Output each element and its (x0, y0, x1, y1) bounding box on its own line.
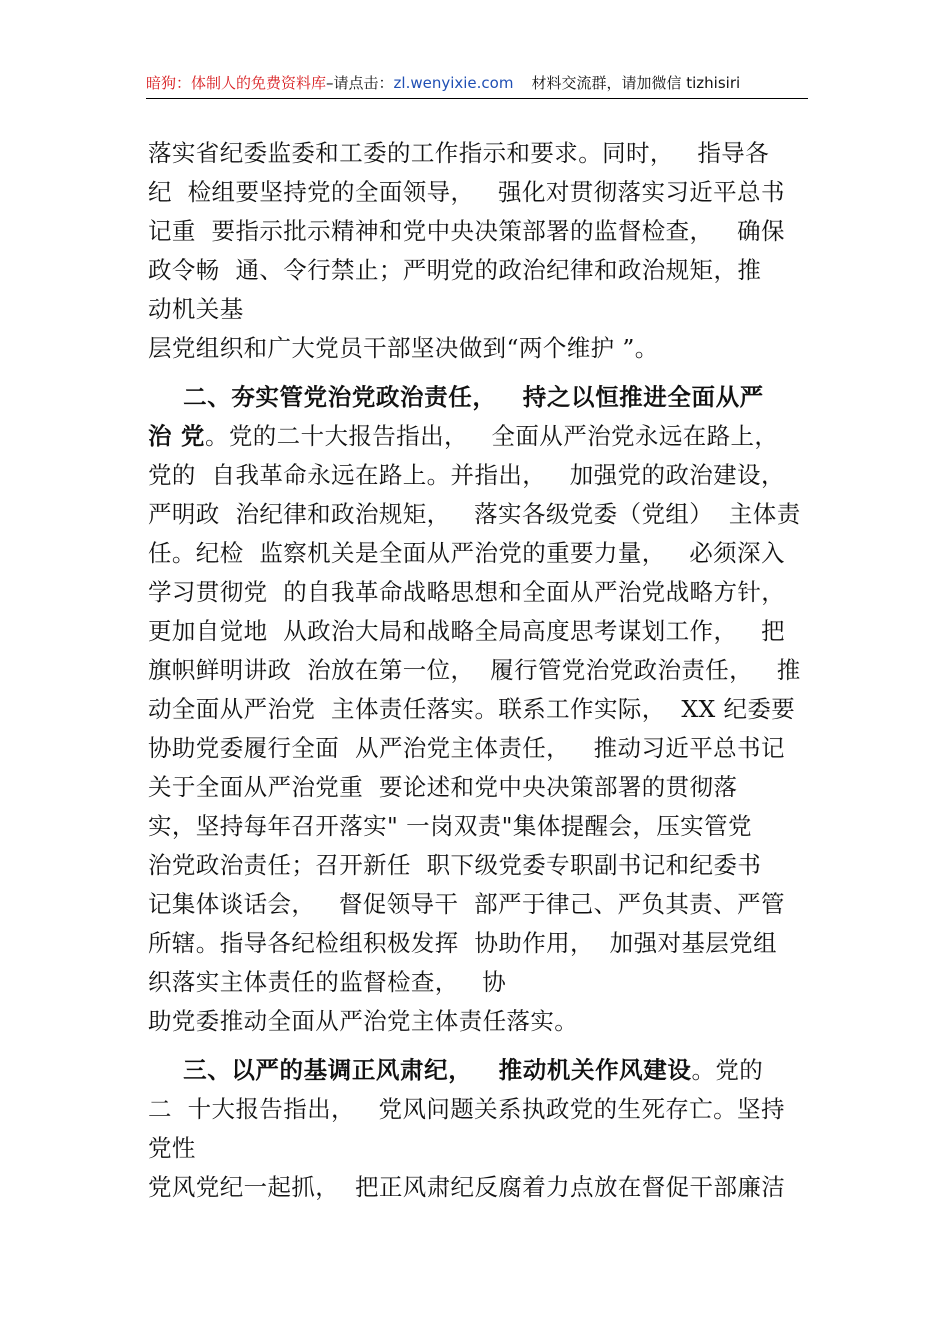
header-brand: 暗狗：体制人的免费资料库 (146, 74, 327, 92)
text-line: 记集体谈话会， 督促领导干 部严于律己、严负其责、严管 (148, 890, 785, 918)
paragraph-3 (148, 1051, 808, 1207)
text-line: 纪 检组要坚持党的全面领导， 强化对贯彻落实习近平总书 (148, 178, 785, 206)
text-line: 动机关基 (148, 295, 244, 323)
section-heading-2: 二、夯实管党治党政治责任， 持之以恒推进全面从严 (148, 383, 764, 411)
paragraph-1 (148, 134, 808, 368)
section-heading-3: 三、以严的基调正风肃纪， 推动机关作风建设 (148, 1056, 692, 1084)
text-line: 学习贯彻党 的自我革命战略思想和全面从严治党战略方针， (148, 578, 786, 606)
text-line: 党的 自我革命永远在路上。并指出， 加强党的政治建设， (148, 461, 785, 489)
text-line: 党风党纪一起抓， 把正风肃纪反腐着力点放在督促干部廉洁 (148, 1173, 786, 1201)
header-url-link[interactable]: zl.wenyixie.com (393, 74, 514, 92)
text-line: 旗帜鲜明讲政 治放在第一位， 履行管党治党政治责任， 推 (148, 656, 801, 684)
text-line: 落实省纪委监委和工委的工作指示和要求。同时， 指导各 (148, 139, 770, 167)
text-line: 协助党委履行全面 从严治党主体责任， 推动习近平总书记 (148, 734, 785, 762)
text-line: 更加自觉地 从政治大局和战略全局高度思考谋划工作， 把 (148, 617, 785, 645)
document-body (148, 134, 808, 1207)
text-line: 严明政 治纪律和政治规矩， 落实各级党委（党组） 主体责 (148, 500, 801, 528)
text-line: 关于全面从严治党重 要论述和党中央决策部署的贯彻落 (148, 773, 738, 801)
text-span: 。党的 (691, 1056, 764, 1084)
text-span: 。党的二十大报告指出， 全面从严治党永远在路上， (204, 422, 779, 450)
text-line: 层党组织和广大党员干部坚决做到“两个维护 ”。 (148, 334, 659, 362)
text-line: 织落实主体责任的监督检查， 协 (148, 968, 507, 996)
paragraph-2 (148, 378, 808, 1041)
text-line: 二 十大报告指出， 党风问题关系执政党的生死存亡。坚持 (148, 1095, 785, 1123)
text-line: 治党政治责任；召开新任 职下级党委专职副书记和纪委书 (148, 851, 762, 879)
page-header (146, 70, 808, 99)
text-line: 所辖。指导各纪检组积极发挥 协助作用， 加强对基层党组 (148, 929, 777, 957)
text-line: 记重 要指示批示精神和党中央决策部署的监督检查， 确保 (148, 217, 785, 245)
header-click-prefix: –请点击： (326, 74, 394, 92)
text-line: 政令畅 通、令行禁止；严明党的政治纪律和政治规矩，推 (148, 256, 762, 284)
text-line: 实，坚持每年召开落实" 一岗双责"集体提醒会，压实管党 (148, 812, 752, 840)
text-line: 党性 (148, 1134, 196, 1162)
text-line: 任。纪检 监察机关是全面从严治党的重要力量， 必须深入 (148, 539, 785, 567)
header-contact: 材料交流群，请加微信 tizhisiri (531, 74, 741, 92)
text-line: 动全面从严治党 主体责任落实。联系工作实际， XX 纪委要 (148, 695, 796, 723)
text-line: 助党委推动全面从严治党主体责任落实。 (148, 1007, 579, 1035)
section-heading-2-end: 治 党 (148, 422, 205, 450)
